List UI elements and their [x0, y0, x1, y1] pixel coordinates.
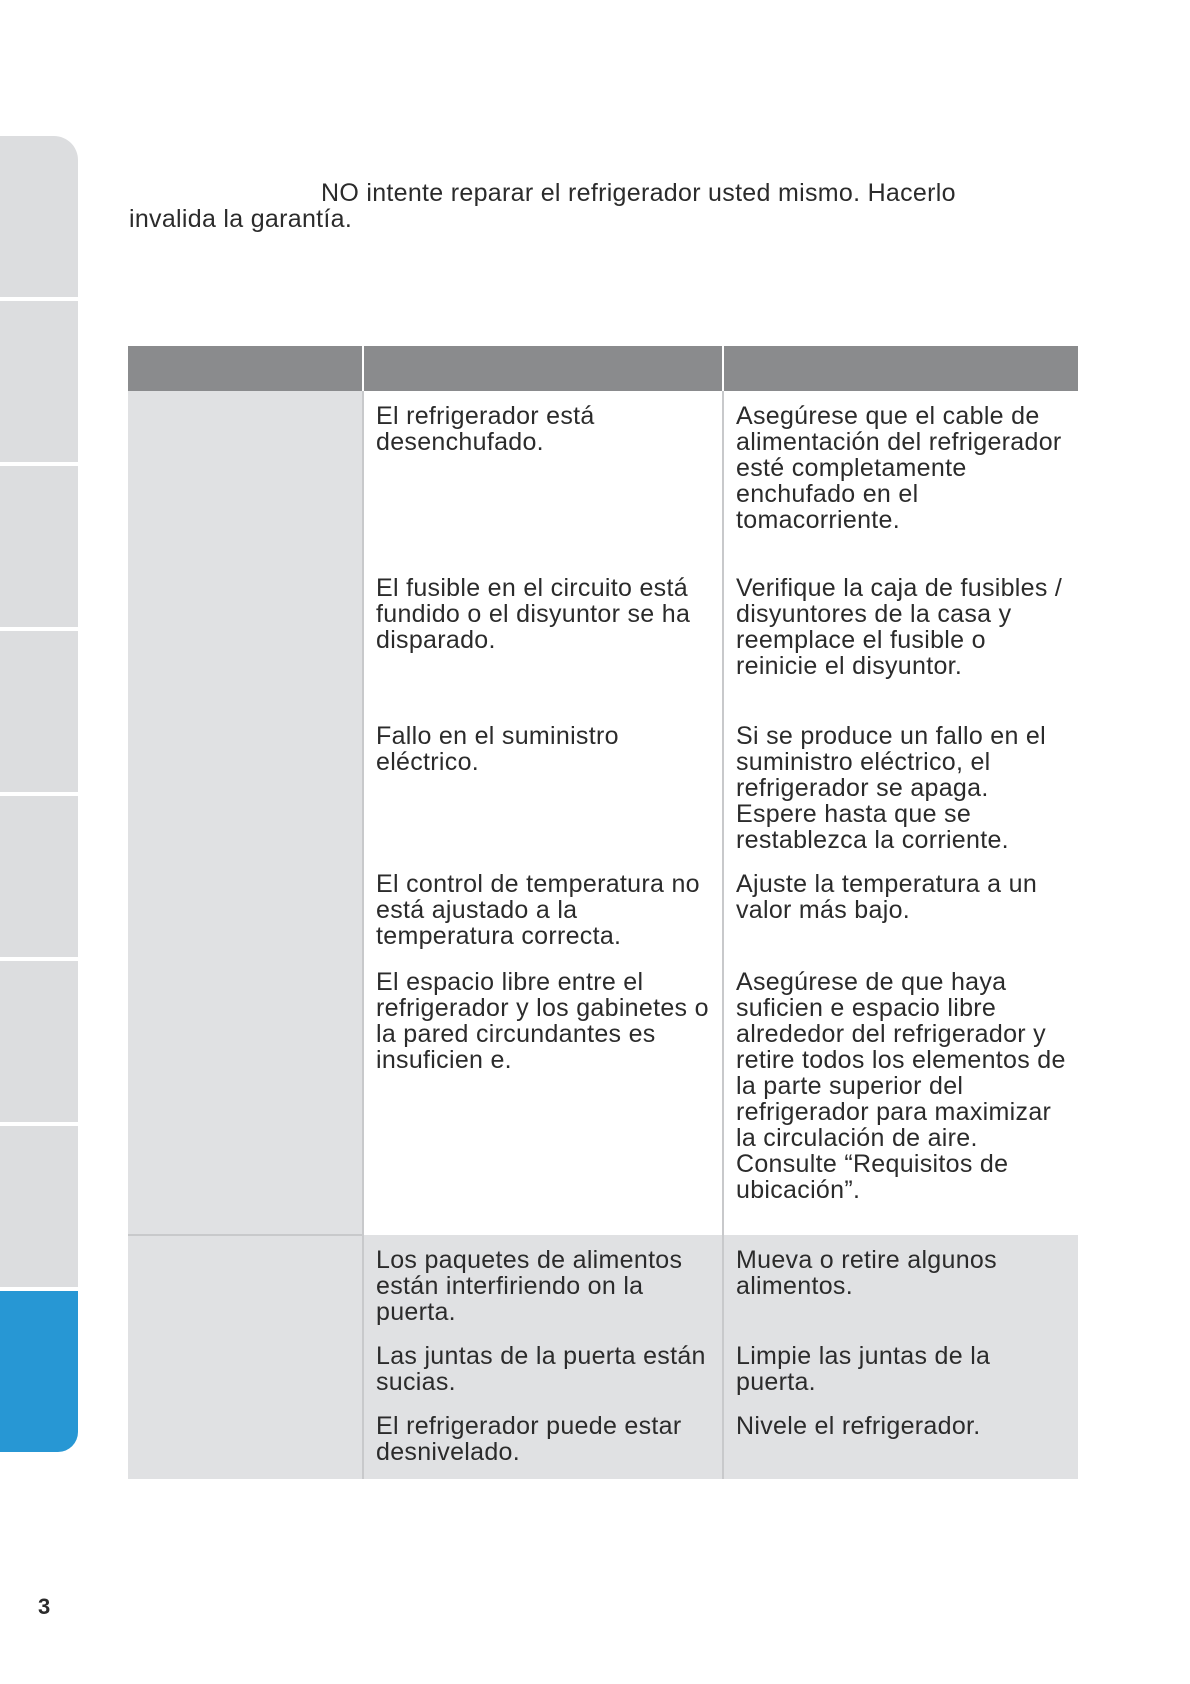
table-row [128, 1235, 1078, 1331]
intro-line-2: invalida la garantía. [129, 205, 353, 233]
table-header-row [128, 346, 1078, 391]
header-problem [128, 346, 363, 391]
side-tab-5[interactable] [0, 796, 78, 957]
cause-cell: El control de temperatura no está ajustado a la temperatura correcta. [363, 859, 723, 957]
side-tabs [0, 136, 78, 1456]
cause-cell: El espacio libre entre el refrigerador y los gabinetes o la pared circundantes es insuficien e. [363, 957, 723, 1235]
cause-cell: Fallo en el suministro eléctrico. [363, 711, 723, 859]
side-tab-7[interactable] [0, 1126, 78, 1287]
cause-cell: El fusible en el circuito está fundido o el disyuntor se ha disparado. [363, 563, 723, 711]
solution-cell: Limpie las juntas de la puerta. [723, 1331, 1078, 1401]
troubleshooting-table [128, 346, 1078, 1479]
side-tab-2[interactable] [0, 301, 78, 462]
solution-cell: Verifique la caja de fusibles / disyuntores de la casa y reemplace el fusible o reinicie el disyuntor. [723, 563, 1078, 711]
side-tab-3[interactable] [0, 466, 78, 627]
side-tab-1[interactable] [0, 136, 78, 297]
solution-cell: Asegúrese de que haya suficien e espacio libre alrededor del refrigerador y retire todos los elementos de la parte superior del refrigerador para maximizar la circulación de aire. Consulte “Requisitos de ubicación”. [723, 957, 1078, 1235]
side-tab-4[interactable] [0, 631, 78, 792]
cause-cell: Las juntas de la puerta están sucias. [363, 1331, 723, 1401]
side-tab-6[interactable] [0, 961, 78, 1122]
problem-cell-1 [128, 391, 363, 1235]
solution-cell: Nivele el refrigerador. [723, 1401, 1078, 1479]
cause-cell: El refrigerador puede estar desnivelado. [363, 1401, 723, 1479]
solution-cell: Ajuste la temperatura a un valor más bajo. [723, 859, 1078, 957]
cause-cell: El refrigerador está desenchufado. [363, 391, 723, 563]
warning-intro [129, 180, 1059, 232]
problem-cell-2 [128, 1235, 363, 1479]
side-tab-active[interactable] [0, 1291, 78, 1452]
cause-cell: Los paquetes de alimentos están interfiriendo on la puerta. [363, 1235, 723, 1331]
intro-line-1: NO intente reparar el refrigerador usted mismo. Hacerlo [321, 179, 956, 207]
table-row [128, 391, 1078, 563]
header-cause [363, 346, 723, 391]
header-solution [723, 346, 1078, 391]
solution-cell: Mueva o retire algunos alimentos. [723, 1235, 1078, 1331]
solution-cell: Si se produce un fallo en el suministro eléctrico, el refrigerador se apaga. Espere hasta que se restablezca la corriente. [723, 711, 1078, 859]
page-number: 3 [38, 1594, 51, 1619]
solution-cell: Asegúrese que el cable de alimentación del refrigerador esté completamente enchufado en el tomacorriente. [723, 391, 1078, 563]
